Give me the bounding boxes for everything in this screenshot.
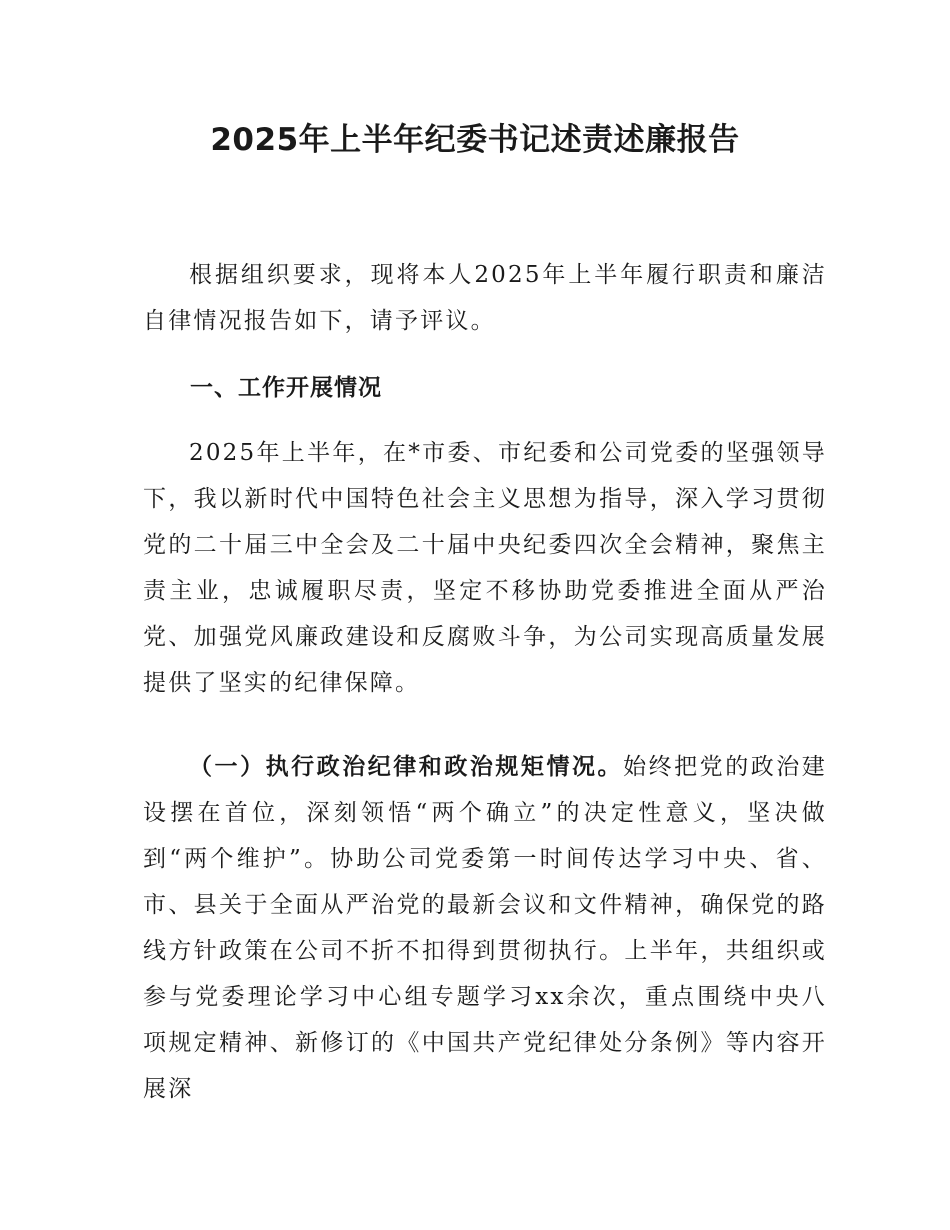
item1-lead: （一）执行政治纪律和政治规矩情况。	[189, 754, 624, 780]
document-title: 2025年上半年纪委书记述责述廉报告	[210, 122, 740, 158]
item1-text: 始终把党的政治建设摆在首位，深刻领悟“两个确立”的决定性意义，坚决做到“两个维护”。协助公司党委第一时间传达学习中央、省、市、县关于全面从严治党的最新会议和文件精神，确保党的路线方针政策在公司不折不扣得到贯彻执行。上半年，共组织或参与党委理论学习中心组专题学习xx余次，重点围绕中央八项规定精神、新修订的《中国共产党纪律处分条例》等内容开展深	[143, 754, 827, 1102]
intro-paragraph: 根据组织要求，现将本人2025年上半年履行职责和廉洁自律情况报告如下，请予评议。	[143, 262, 827, 334]
section-heading-work-progress: 一、工作开展情况	[190, 375, 382, 401]
item1-paragraph	[143, 744, 827, 1112]
overview-paragraph: 2025年上半年，在*市委、市纪委和公司党委的坚强领导下，我以新时代中国特色社会主义思想为指导，深入学习贯彻党的二十届三中全会及二十届中央纪委四次全会精神，聚焦主责主业，忠诚履职尽责，坚定不移协助党委推进全面从严治党、加强党风廉政建设和反腐败斗争，为公司实现高质量发展提供了坚实的纪律保障。	[143, 440, 827, 696]
